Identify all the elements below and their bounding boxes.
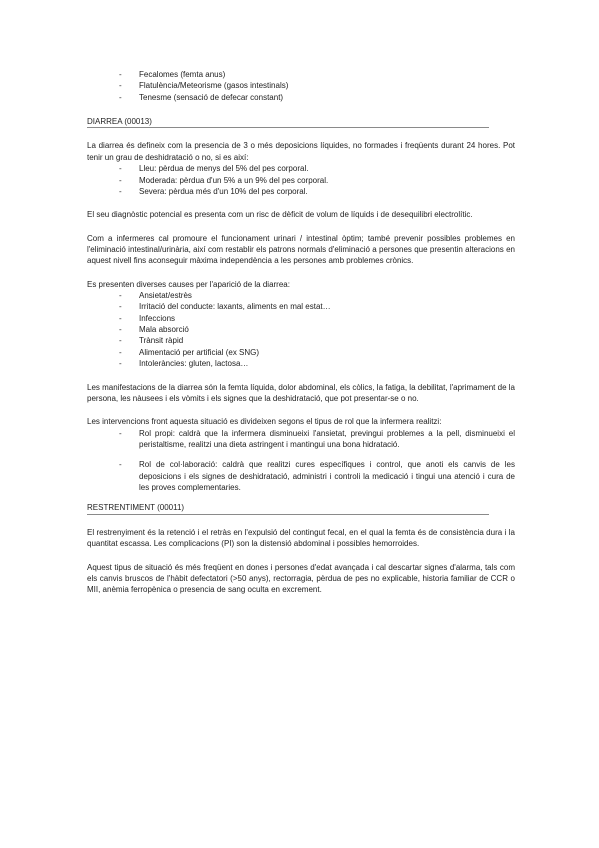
section-heading-restrenyiment: RESTRENTIMENT (00011): [87, 502, 489, 514]
list-item: - Severa: pèrdua més d'un 10% del pes corporal.: [119, 186, 515, 197]
diarrea-causes-intro: Es presenten diverses causes per l'aparició de la diarrea:: [87, 279, 290, 289]
diarrea-interventions-intro: Les intervencions front aquesta situació es divideixen segons el tipus de rol que la infermera realitzi:: [87, 417, 442, 427]
diarrea-causes-list: [119, 290, 515, 370]
diarrea-interventions-list: [119, 428, 515, 494]
list-item: - Fecalomes (femta anus): [119, 69, 515, 80]
list-item: - Trànsit ràpid: [119, 335, 515, 346]
diarrea-nurses-role: Com a infermeres cal promoure el funcionament urinari / intestinal òptim; també prevenir possibles problemes en l'eliminació intestinal/urinària, així com restablir els patrons normals d'eliminació a persones que presentin alteracions en aquest nivell fins aconseguir màxima independència a les persones amb problemes crònics.: [87, 233, 515, 266]
restrenyiment-frequency: Aquest tipus de situació és més freqüent en dones i persones d'edat avançada i cal descartar signes d'alarma, tals com els canvis bruscos de l'hàbit defectatori (>50 anys), rectorragia, pèrdua de pes no explicable, historia familiar de CCR o MII, anèmia ferropènica o presencia de sang oculta en excrement.: [87, 562, 515, 595]
list-item: - Flatulència/Meteorisme (gasos intestinals): [119, 80, 515, 91]
section-heading-diarrea: DIARREA (00013): [87, 116, 489, 128]
document-body: [87, 69, 515, 596]
list-item: - Rol propi: caldrà que la infermera disminueixi l'ansietat, previngui problemes a la pell, disminueixi el peristaltisme, realitzi una dieta astringent i mantingui una bona hidratació.: [119, 428, 515, 451]
list-item: - Mala absorció: [119, 324, 515, 335]
list-item: - Ansietat/estrès: [119, 290, 515, 301]
diarrea-definition: La diarrea és defineix com la presencia de 3 o més deposicions líquides, no formades i freqüents durant 24 hores. Pot tenir un grau de deshidratació o no, si es així:: [87, 141, 515, 162]
diarrea-manifestations: Les manifestacions de la diarrea són la femta líquida, dolor abdominal, els còlics, la fatiga, la debilitat, l'aprimament de la persona, les nàusees i els vòmits i els signes que la deshidratació, que pot presentar-se o no.: [87, 382, 515, 403]
list-item: - Infeccions: [119, 313, 515, 324]
intro-list: [119, 69, 515, 103]
list-item: - Alimentació per artificial (ex SNG): [119, 347, 515, 358]
diarrea-levels-list: [119, 163, 515, 197]
list-item: - Rol de col·laboració: caldrà que realitzi cures específiques i control, que anoti els canvis de les deposicions i els signes de deshidratació, administri i controli la medicació i tingui una atenció i cura de les proves complementaries.: [119, 459, 515, 493]
list-item: - Intoleràncies: gluten, lactosa…: [119, 358, 515, 369]
list-item: - Moderada: pèrdua d'un 5% a un 9% del pes corporal.: [119, 175, 515, 186]
list-item: - Tenesme (sensació de defecar constant): [119, 92, 515, 103]
restrenyiment-definition: El restrenyiment és la retenció i el retràs en l'expulsió del contingut fecal, en el qual la femta és de consistència dura i la quantitat escassa. Les complicacions (PI) son la distensió abdominal i possibles hemorroides.: [87, 527, 515, 549]
list-item: - Lleu: pèrdua de menys del 5% del pes corporal.: [119, 163, 515, 174]
list-item: - Irritació del conducte: laxants, aliments en mal estat…: [119, 301, 515, 312]
diarrea-diagnosis: El seu diagnòstic potencial es presenta com un risc de dèficit de volum de líquids i de desequilibri electrolític.: [87, 210, 473, 220]
